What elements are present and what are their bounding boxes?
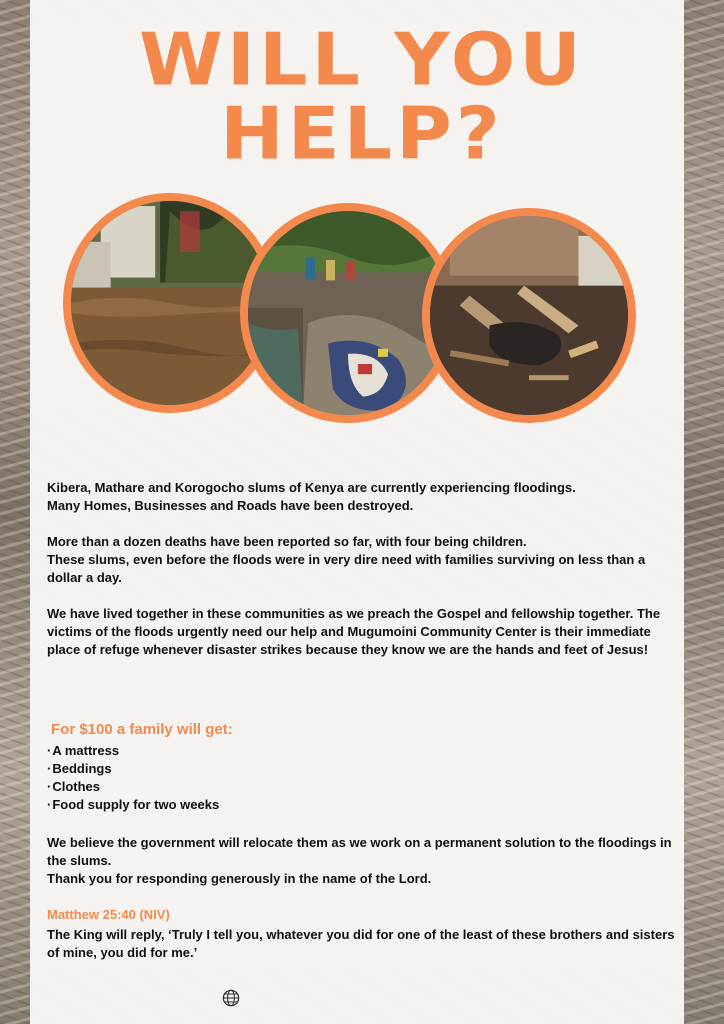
intro-line-2: Many Homes, Businesses and Roads have been destroyed. (47, 498, 414, 513)
list-item: · Food supply for two weeks (47, 796, 219, 814)
offer-title: For $100 a family will get: (51, 721, 233, 738)
list-item: · Clothes (47, 778, 219, 796)
community-text: We have lived together in these communities as we preach the Gospel and fellowship together. The victims of the floods urgently need our help and Mugumoini Community Center is their immediate place of refuge whenever disaster strikes because they know we are the hands and feet of Jesus! (47, 606, 661, 657)
community-paragraph (47, 605, 677, 659)
closing-line-1: We believe the government will relocate them as we work on a permanent solution to the floodings in the slums. (47, 835, 672, 868)
closing-line-2: Thank you for responding generously in the name of the Lord. (47, 871, 432, 886)
deaths-line-2: These slums, even before the floods were in very dire need with families surviving on less than a dollar a day. (47, 552, 646, 585)
deaths-line-1: More than a dozen deaths have been reported so far, with four being children. (47, 534, 527, 549)
offer-list (47, 742, 219, 814)
list-item: · Beddings (47, 760, 219, 778)
verse-text: The King will reply, ‘Truly I tell you, whatever you did for one of the least of these brothers and sisters of mine, you did for me.’ (47, 927, 675, 960)
deaths-paragraph (47, 533, 677, 587)
verse-reference: Matthew 25:40 (NIV) (47, 907, 170, 922)
headline-line-1: WILL YOU (138, 17, 586, 102)
closing-paragraph (47, 834, 677, 888)
verse-text-block (47, 926, 677, 962)
intro-paragraph (47, 479, 677, 515)
list-item: · A mattress (47, 742, 219, 760)
destroyed-home-photo (422, 208, 636, 423)
headline-line-2: HELP? (220, 91, 504, 176)
globe-icon[interactable] (222, 989, 240, 1007)
intro-line-1: Kibera, Mathare and Korogocho slums of Kenya are currently experiencing floodings. (47, 480, 576, 495)
